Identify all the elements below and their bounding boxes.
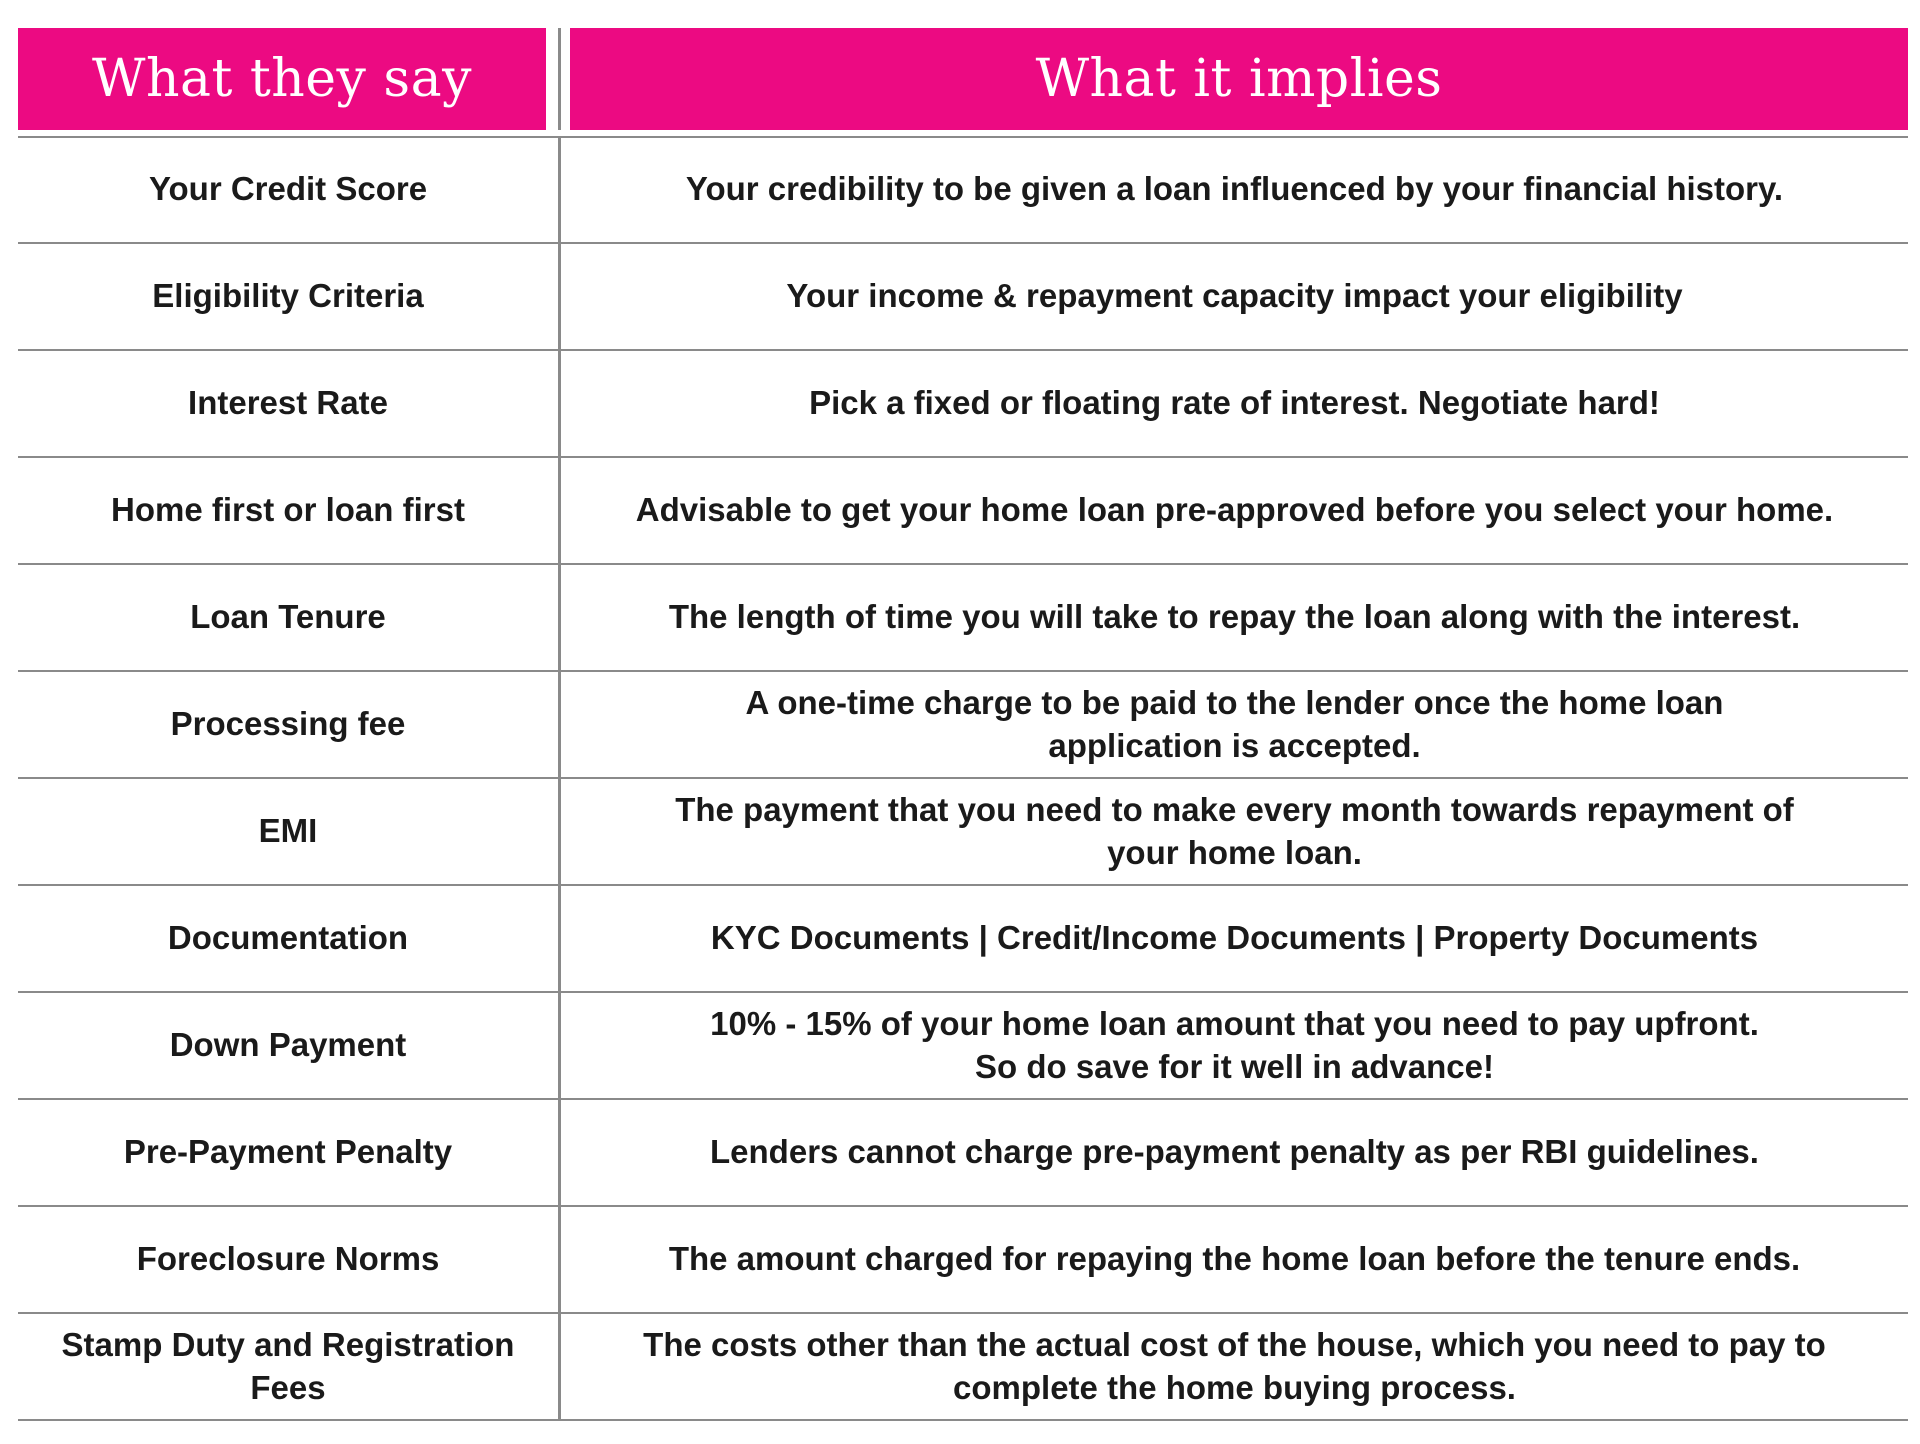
meaning-cell: The costs other than the actual cost of the house, which you need to pay to complete the home buying process. [643,1325,1826,1406]
table-row [18,886,1908,993]
meaning-cell: Lenders cannot charge pre-payment penalty as per RBI guidelines. [710,1133,1759,1171]
term-cell: Pre-Payment Penalty [123,1133,453,1171]
meaning-cell: The length of time you will take to repay the loan along with the interest. [668,598,1801,636]
meaning-cell: Your credibility to be given a loan influenced by your financial history. [685,170,1784,208]
meaning-cell: Your income & repayment capacity impact your eligibility [786,277,1683,315]
table-row [18,779,1908,886]
meaning-cell: The amount charged for repaying the home loan before the tenure ends. [668,1240,1801,1278]
term-cell: Processing fee [170,705,406,743]
table-row [18,458,1908,565]
term-cell: Your Credit Score [148,170,428,208]
meaning-cell: KYC Documents | Credit/Income Documents | Property Documents [710,919,1759,957]
term-cell: Stamp Duty and Registration Fees [61,1325,515,1406]
table-row [18,137,1908,244]
table-row [18,993,1908,1100]
meaning-cell: The payment that you need to make every month towards repayment of your home loan. [675,790,1794,871]
header-divider [558,28,561,130]
table-row [18,244,1908,351]
meaning-cell: 10% - 15% of your home loan amount that you need to pay upfront. So do save for it well in advance! [710,1004,1759,1085]
meaning-cell: Advisable to get your home loan pre-approved before you select your home. [635,491,1834,529]
header-what-they-say: What they say [18,28,546,130]
table-row [18,351,1908,458]
table-row [18,1207,1908,1314]
term-cell: Interest Rate [188,384,388,422]
table-body [18,137,1908,1421]
term-cell: EMI [258,812,318,850]
term-cell: Eligibility Criteria [152,277,424,315]
term-cell: Loan Tenure [190,598,386,636]
table-header [18,28,1908,130]
header-what-it-implies: What it implies [570,28,1908,130]
term-cell: Documentation [167,919,409,957]
term-cell: Foreclosure Norms [136,1240,440,1278]
meaning-cell: A one-time charge to be paid to the lender once the home loan application is accepted. [745,683,1724,764]
table-row [18,565,1908,672]
glossary-table [18,28,1908,1406]
meaning-cell: Pick a fixed or floating rate of interest. Negotiate hard! [809,384,1660,422]
term-cell: Down Payment [169,1026,407,1064]
table-row [18,1314,1908,1421]
term-cell: Home first or loan first [111,491,465,529]
table-row [18,1100,1908,1207]
table-row [18,672,1908,779]
